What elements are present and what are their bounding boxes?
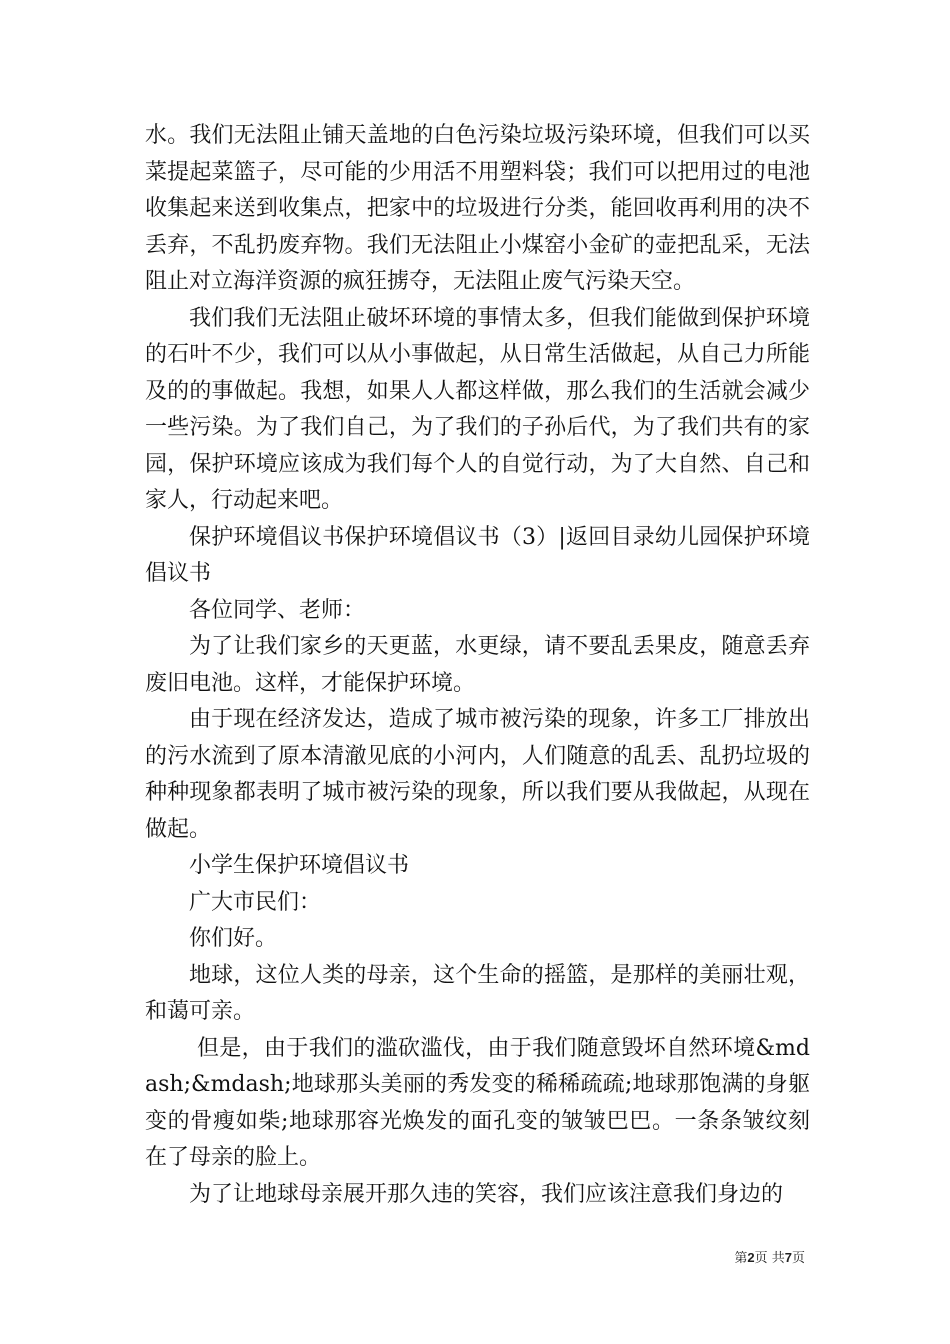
paragraph-7-heading: 小学生保护环境倡议书 xyxy=(189,853,410,878)
paragraph-1: 水。我们无法阻止铺天盖地的白色污染垃圾污染环境，但我们可以买菜提起菜篮子，尽可能的少用活不用塑料袋；我们可以把用过的电池收集起来送到收集点，把家中的垃圾进行分类，能回收再利用的决不丢弃，不乱扔废弃物。我们无法阻止小煤窑小金矿的壶把乱采，无法阻止对立海洋资源的疯狂掳夺，无法阻止废气污染天空。 xyxy=(145,123,810,294)
footer-prefix: 第 xyxy=(734,1251,748,1266)
page-number-footer xyxy=(734,1247,805,1266)
paragraph-4-salutation: 各位同学、老师： xyxy=(189,597,366,623)
footer-middle: 页 共 xyxy=(754,1251,785,1266)
paragraph-9-greeting: 你们好。 xyxy=(189,926,278,951)
paragraph-10: 地球，这位人类的母亲，这个生命的摇篮，是那样的美丽壮观，和蔼可亲。 xyxy=(145,962,810,1024)
paragraph-12: 为了让地球母亲展开那久违的笑容，我们应该注意我们身边的 xyxy=(189,1181,784,1207)
paragraph-5: 为了让我们家乡的天更蓝，水更绿，请不要乱丢果皮，随意丢弃废旧电池。这样，才能保护环境。 xyxy=(145,634,810,696)
document-body xyxy=(145,118,810,1213)
paragraph-11: 但是，由于我们的滥砍滥伐，由于我们随意毁坏自然环境&mdash;&mdash;地球那头美丽的秀发变的稀稀疏疏;地球那饱满的身躯变的骨瘦如柴;地球那容光焕发的面孔变的皱皱巴巴。一条条皱纹刻在了母亲的脸上。 xyxy=(145,1035,810,1170)
paragraph-6: 由于现在经济发达，造成了城市被污染的现象，许多工厂排放出的污水流到了原本清澈见底的小河内，人们随意的乱丢、乱扔垃圾的种种现象都表明了城市被污染的现象，所以我们要从我做起，从现在做起。 xyxy=(145,707,810,842)
paragraph-8-salutation: 广大市民们： xyxy=(189,889,322,915)
paragraph-2: 我们我们无法阻止破坏环境的事情太多，但我们能做到保护环境的石叶不少，我们可以从小事做起，从日常生活做起，从自己力所能及的的事做起。我想，如果人人都这样做，那么我们的生活就会减少一些污染。为了我们自己，为了我们的子孙后代，为了我们共有的家园，保护环境应该成为我们每个人的自觉行动，为了大自然、自己和家人，行动起来吧。 xyxy=(145,305,810,513)
footer-total-pages: 7 xyxy=(784,1250,792,1265)
paragraph-3-heading: 保护环境倡议书保护环境倡议书（3）|返回目录幼儿园保护环境倡议书 xyxy=(145,524,810,586)
footer-suffix: 页 xyxy=(791,1251,805,1266)
footer-current-page: 2 xyxy=(747,1250,755,1265)
